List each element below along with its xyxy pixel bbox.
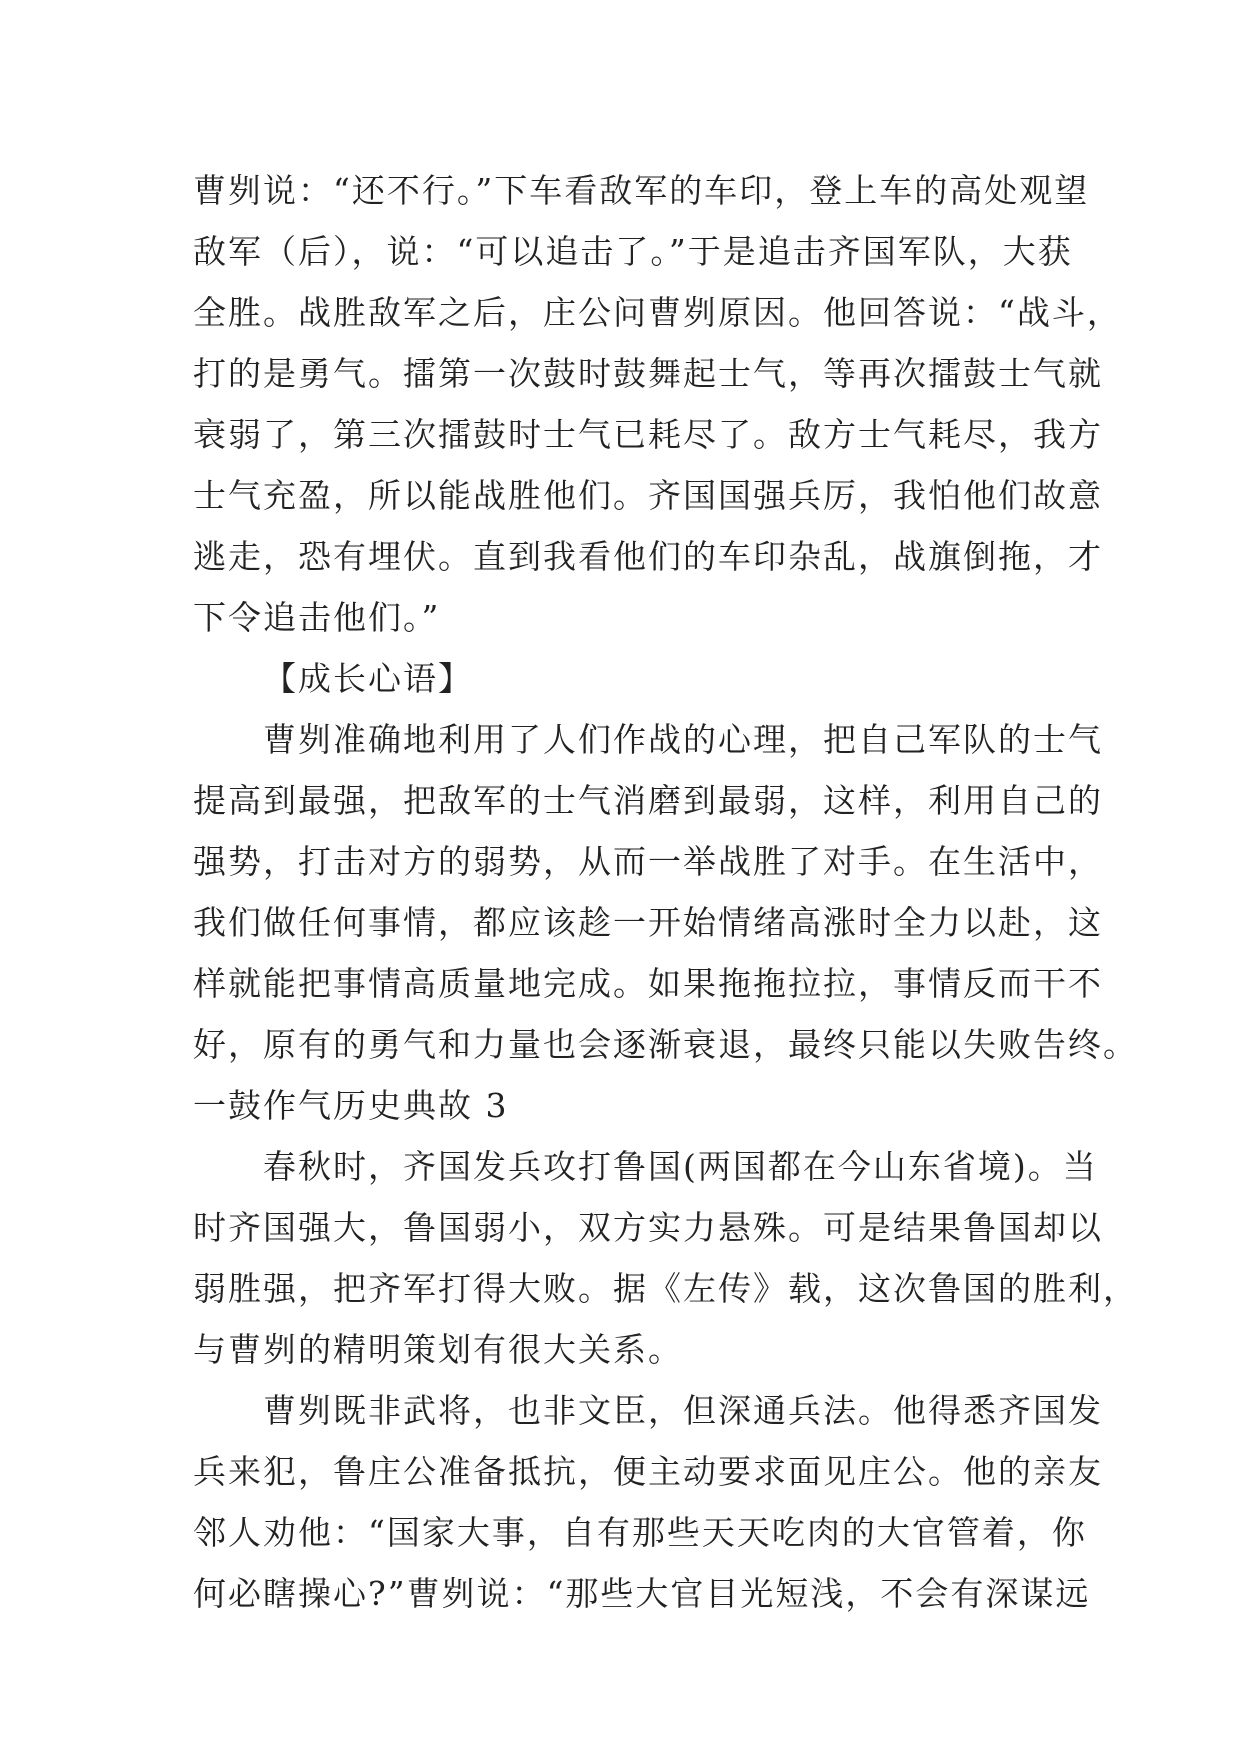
text-line: 衰弱了，第三次擂鼓时士气已耗尽了。敌方士气耗尽，我方 bbox=[193, 415, 1103, 454]
text-line: 兵来犯，鲁庄公准备抵抗，便主动要求面见庄公。他的亲友 bbox=[193, 1452, 1103, 1491]
text-line: 好，原有的勇气和力量也会逐渐衰退，最终只能以失败告终。 bbox=[193, 1025, 1138, 1064]
text-line: 我们做任何事情，都应该趁一开始情绪高涨时全力以赴，这 bbox=[193, 903, 1103, 942]
text-line: 打的是勇气。擂第一次鼓时鼓舞起士气，等再次擂鼓士气就 bbox=[193, 354, 1103, 393]
text-line: 曹刿既非武将，也非文臣，但深通兵法。他得悉齐国发 bbox=[263, 1391, 1103, 1430]
text-line: 邻人劝他：“国家大事，自有那些天天吃肉的大官管着，你 bbox=[193, 1513, 1087, 1552]
text-line: 与曹刿的精明策划有很大关系。 bbox=[193, 1330, 683, 1369]
text-line: 曹刿说：“还不行。”下车看敌军的车印，登上车的高处观望 bbox=[193, 171, 1090, 210]
text-line: 强势，打击对方的弱势，从而一举战胜了对手。在生活中， bbox=[193, 842, 1103, 881]
body-text bbox=[193, 160, 1138, 1624]
text-line: 春秋时，齐国发兵攻打鲁国(两国都在今山东省境)。当 bbox=[263, 1147, 1098, 1186]
text-line: 下令追击他们。” bbox=[193, 598, 441, 637]
text-line: 提高到最强，把敌军的士气消磨到最弱，这样，利用自己的 bbox=[193, 781, 1103, 820]
text-line: 全胜。战胜敌军之后，庄公问曹刿原因。他回答说：“战斗， bbox=[193, 293, 1122, 332]
section-heading: 【成长心语】 bbox=[263, 659, 473, 698]
text-line: 样就能把事情高质量地完成。如果拖拖拉拉，事情反而干不 bbox=[193, 964, 1103, 1003]
text-line: 曹刿准确地利用了人们作战的心理，把自己军队的士气 bbox=[263, 720, 1103, 759]
text-line: 时齐国强大，鲁国弱小，双方实力悬殊。可是结果鲁国却以 bbox=[193, 1208, 1103, 1247]
text-line: 弱胜强，把齐军打得大败。据《左传》载，这次鲁国的胜利， bbox=[193, 1269, 1138, 1308]
text-line: 敌军（后），说：“可以追击了。”于是追击齐国军队，大获 bbox=[193, 232, 1073, 271]
article-title: 一鼓作气历史典故 3 bbox=[193, 1086, 509, 1125]
text-line: 逃走，恐有埋伏。直到我看他们的车印杂乱，战旗倒拖，才 bbox=[193, 537, 1103, 576]
text-line: 士气充盈，所以能战胜他们。齐国国强兵厉，我怕他们故意 bbox=[193, 476, 1103, 515]
text-line: 何必瞎操心?”曹刿说：“那些大官目光短浅，不会有深谋远 bbox=[193, 1574, 1091, 1613]
